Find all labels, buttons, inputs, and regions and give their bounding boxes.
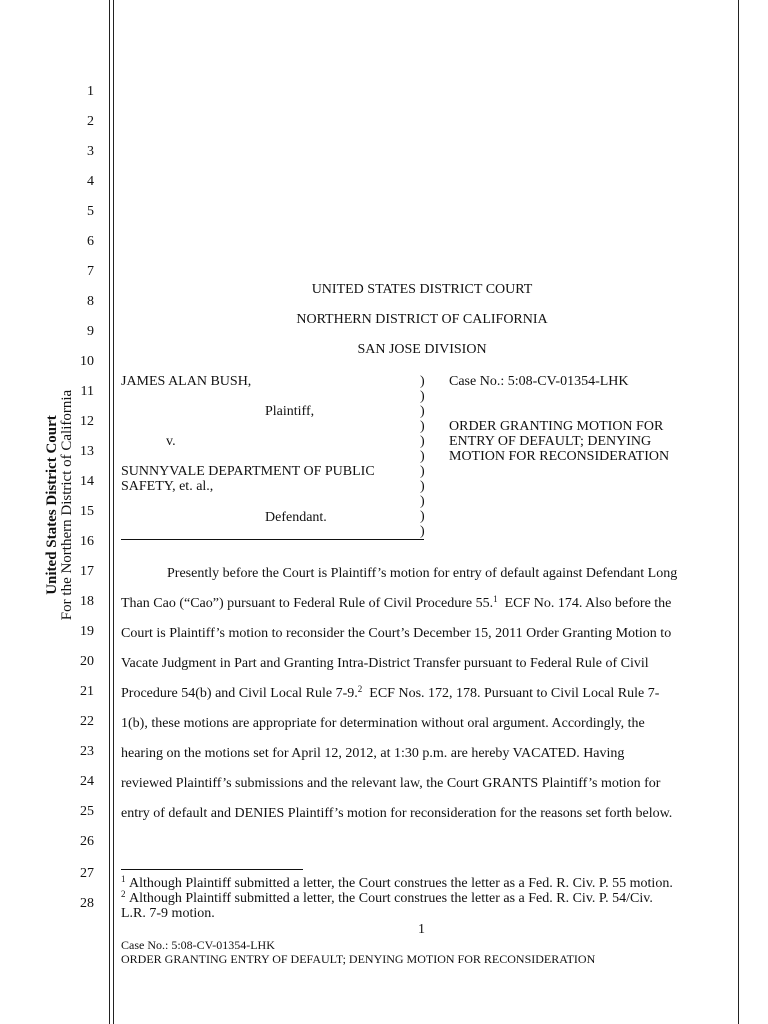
body-text: Than Cao (“Cao”) pursuant to Federal Rule of Civil Procedure 55. xyxy=(121,596,494,611)
body-line: entry of default and DENIES Plaintiff’s motion for reconsideration for the reasons set forth below. xyxy=(121,806,673,821)
line-number: 22 xyxy=(80,714,94,729)
line-number: 16 xyxy=(80,534,94,549)
caption-paren: ) xyxy=(420,449,425,464)
line-number: 19 xyxy=(80,624,94,639)
division-heading: SAN JOSE DIVISION xyxy=(357,342,487,357)
line-number: 11 xyxy=(80,384,94,399)
line-number: 9 xyxy=(87,324,94,339)
footnote-ref-1: 1 xyxy=(493,594,498,604)
line-number: 12 xyxy=(80,414,94,429)
order-title-line2: ENTRY OF DEFAULT; DENYING xyxy=(449,434,652,449)
order-title-line1: ORDER GRANTING MOTION FOR xyxy=(449,419,664,434)
line-number: 26 xyxy=(80,834,94,849)
plaintiff-name: JAMES ALAN BUSH, xyxy=(121,374,252,389)
line-number: 1 xyxy=(87,84,94,99)
line-number: 2 xyxy=(87,114,94,129)
body-line: hearing on the motions set for April 12, 2012, at 1:30 p.m. are hereby VACATED. Having xyxy=(121,746,625,761)
caption-paren: ) xyxy=(420,509,425,524)
sidebar-district: For the Northern District of California xyxy=(59,389,75,621)
footnote-mark: 2 xyxy=(121,889,126,899)
caption-paren: ) xyxy=(420,434,425,449)
line-number: 8 xyxy=(87,294,94,309)
line-number: 17 xyxy=(80,564,94,579)
footer-title: ORDER GRANTING ENTRY OF DEFAULT; DENYING MOTION FOR RECONSIDERATION xyxy=(121,952,596,966)
footnote-1 xyxy=(121,876,673,891)
caption-paren: ) xyxy=(420,374,425,389)
sidebar-court-name: United States District Court xyxy=(44,415,60,595)
footnote-separator xyxy=(121,869,303,870)
line-number: 20 xyxy=(80,654,94,669)
caption-paren: ) xyxy=(420,494,425,509)
caption-underline xyxy=(121,539,424,540)
caption-paren: ) xyxy=(420,404,425,419)
body-line: Presently before the Court is Plaintiff’s motion for entry of default against Defendant Long xyxy=(167,566,678,581)
line-number: 24 xyxy=(80,774,94,789)
line-number: 13 xyxy=(80,444,94,459)
body-text: ECF No. 174. Also before the xyxy=(504,596,672,611)
footer-case-number: Case No.: 5:08-CV-01354-LHK xyxy=(121,938,275,952)
caption-paren: ) xyxy=(420,524,425,539)
left-margin-rule-inner xyxy=(113,0,114,1024)
line-number: 5 xyxy=(87,204,94,219)
line-number: 21 xyxy=(80,684,94,699)
line-number: 14 xyxy=(80,474,94,489)
footnote-2 xyxy=(121,891,653,906)
body-text: ECF Nos. 172, 178. Pursuant to Civil Local Rule 7- xyxy=(369,686,660,701)
body-line: 1(b), these motions are appropriate for determination without oral argument. Accordingly, the xyxy=(121,716,645,731)
page-number: 1 xyxy=(418,922,425,937)
line-number: 3 xyxy=(87,144,94,159)
plaintiff-label: Plaintiff, xyxy=(265,404,315,419)
case-number: Case No.: 5:08-CV-01354-LHK xyxy=(449,374,629,389)
caption-paren: ) xyxy=(420,419,425,434)
order-title-line3: MOTION FOR RECONSIDERATION xyxy=(449,449,670,464)
defendant-name-line2: SAFETY, et. al., xyxy=(121,479,214,494)
court-name-heading: UNITED STATES DISTRICT COURT xyxy=(311,282,533,297)
footnote-text: Although Plaintiff submitted a letter, the Court construes the letter as a Fed. R. Civ. P. 55 motion. xyxy=(129,876,673,891)
right-margin-rule xyxy=(738,0,739,1024)
body-line xyxy=(121,686,659,702)
line-number: 23 xyxy=(80,744,94,759)
caption-paren: ) xyxy=(420,479,425,494)
defendant-name-line1: SUNNYVALE DEPARTMENT OF PUBLIC xyxy=(121,464,375,479)
footnote-2-continued: L.R. 7-9 motion. xyxy=(121,906,215,921)
defendant-label: Defendant. xyxy=(265,510,327,525)
left-margin-rule-outer xyxy=(109,0,110,1024)
district-heading: NORTHERN DISTRICT OF CALIFORNIA xyxy=(296,312,548,327)
body-text: Procedure 54(b) and Civil Local Rule 7-9. xyxy=(121,686,358,701)
line-number: 10 xyxy=(80,354,94,369)
line-number: 28 xyxy=(80,896,94,911)
versus-label: v. xyxy=(166,434,176,449)
line-number: 6 xyxy=(87,234,94,249)
body-line xyxy=(121,596,671,612)
caption-paren: ) xyxy=(420,464,425,479)
footnote-ref-2: 2 xyxy=(357,684,363,694)
line-number: 27 xyxy=(80,866,94,881)
line-number: 15 xyxy=(80,504,94,519)
line-number: 25 xyxy=(80,804,94,819)
body-line: Court is Plaintiff’s motion to reconsider the Court’s December 15, 2011 Order Granting Motion to xyxy=(121,626,672,641)
body-line: Vacate Judgment in Part and Granting Intra-District Transfer pursuant to Federal Rule of Civil xyxy=(121,656,649,671)
line-number: 18 xyxy=(80,594,94,609)
caption-paren: ) xyxy=(420,389,425,404)
footnote-mark: 1 xyxy=(121,874,126,884)
footnote-text: Although Plaintiff submitted a letter, the Court construes the letter as a Fed. R. Civ. P. 54/Civ. xyxy=(129,891,653,906)
line-number: 4 xyxy=(87,174,94,189)
body-line: reviewed Plaintiff’s submissions and the relevant law, the Court GRANTS Plaintiff’s motion for xyxy=(121,776,661,791)
line-number: 7 xyxy=(87,264,94,279)
